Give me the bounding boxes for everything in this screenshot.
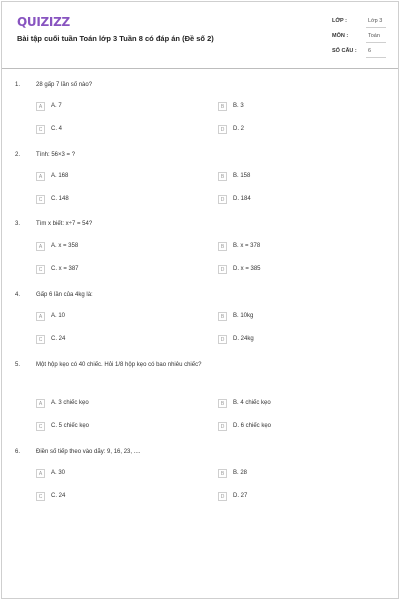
option-label: C. x = 387 [51,266,79,272]
option-letter-box: B [218,242,227,251]
question-number: 2. [15,152,21,158]
meta-underline [366,27,386,28]
option-label: D. 2 [233,126,245,132]
meta-key: MÔN : [332,33,349,39]
meta-underline [366,42,386,43]
option-letter-box: B [218,469,227,478]
worksheet-page [1,1,399,599]
question-number: 3. [15,221,21,227]
option-letter-box: D [218,195,227,204]
meta-value: Lớp 3 [368,18,383,24]
meta-value: Toán [368,33,380,39]
option-label: C. 24 [51,336,66,342]
option-letter-box: C [36,265,45,274]
option-label: A. 30 [51,470,66,476]
option-label: D. 24kg [233,336,254,342]
option-letter-box: C [36,195,45,204]
option-letter-box: C [36,335,45,344]
option-label: B. 158 [233,173,251,179]
question-number: 1. [15,82,21,88]
option-label: B. 10kg [233,313,254,319]
option-label: C. 24 [51,493,66,499]
meta-key: SỐ CÂU : [332,48,357,54]
option-letter-box: D [218,265,227,274]
option-label: B. 28 [233,470,248,476]
option-letter-box: B [218,312,227,321]
option-letter-box: D [218,125,227,134]
option-letter-box: D [218,422,227,431]
option-label: D. 6 chiếc kẹo [233,423,272,429]
option-label: D. x = 385 [233,266,261,272]
question-number: 4. [15,292,21,298]
option-label: A. x = 358 [51,243,79,249]
question-text: Tính: 56×3 = ? [36,152,76,158]
meta-value: 6 [368,48,372,54]
option-label: A. 10 [51,313,66,319]
question-text: 28 gấp 7 lần số nào? [36,82,93,88]
option-letter-box: A [36,312,45,321]
question-number: 5. [15,362,21,368]
option-label: A. 168 [51,173,69,179]
question-text: Một hộp kẹo có 40 chiếc. Hỏi 1/8 hộp kẹo có bao nhiêu chiếc? [36,362,202,368]
option-letter-box: D [218,335,227,344]
option-letter-box: D [218,492,227,501]
worksheet-header [2,2,398,69]
option-letter-box: C [36,422,45,431]
meta-underline [366,57,386,58]
option-letter-box: C [36,125,45,134]
option-label: B. x = 378 [233,243,261,249]
option-label: B. 4 chiếc kẹo [233,400,271,406]
option-letter-box: A [36,469,45,478]
option-label: D. 184 [233,196,251,202]
question-text: Gấp 6 lần của 4kg là: [36,292,93,298]
option-letter-box: B [218,399,227,408]
worksheet-title: Bài tập cuối tuần Toán lớp 3 Tuần 8 có đáp án (Đề số 2) [17,34,214,43]
option-label: A. 7 [51,103,62,109]
option-label: B. 3 [233,103,244,109]
quizizz-logo: QUIZIZZ [17,15,70,29]
option-label: C. 148 [51,196,69,202]
option-letter-box: A [36,172,45,181]
question-number: 6. [15,449,21,455]
option-letter-box: C [36,492,45,501]
option-label: C. 4 [51,126,63,132]
question-text: Điền số tiếp theo vào dãy: 9, 16, 23, .... [36,449,141,455]
option-label: D. 27 [233,493,248,499]
meta-key: LỚP : [332,18,347,24]
option-letter-box: A [36,399,45,408]
option-letter-box: A [36,102,45,111]
option-letter-box: B [218,172,227,181]
option-label: C. 5 chiếc kẹo [51,423,90,429]
option-letter-box: A [36,242,45,251]
option-label: A. 3 chiếc kẹo [51,400,89,406]
option-letter-box: B [218,102,227,111]
question-text: Tìm x biết: x÷7 = 54? [36,221,93,227]
